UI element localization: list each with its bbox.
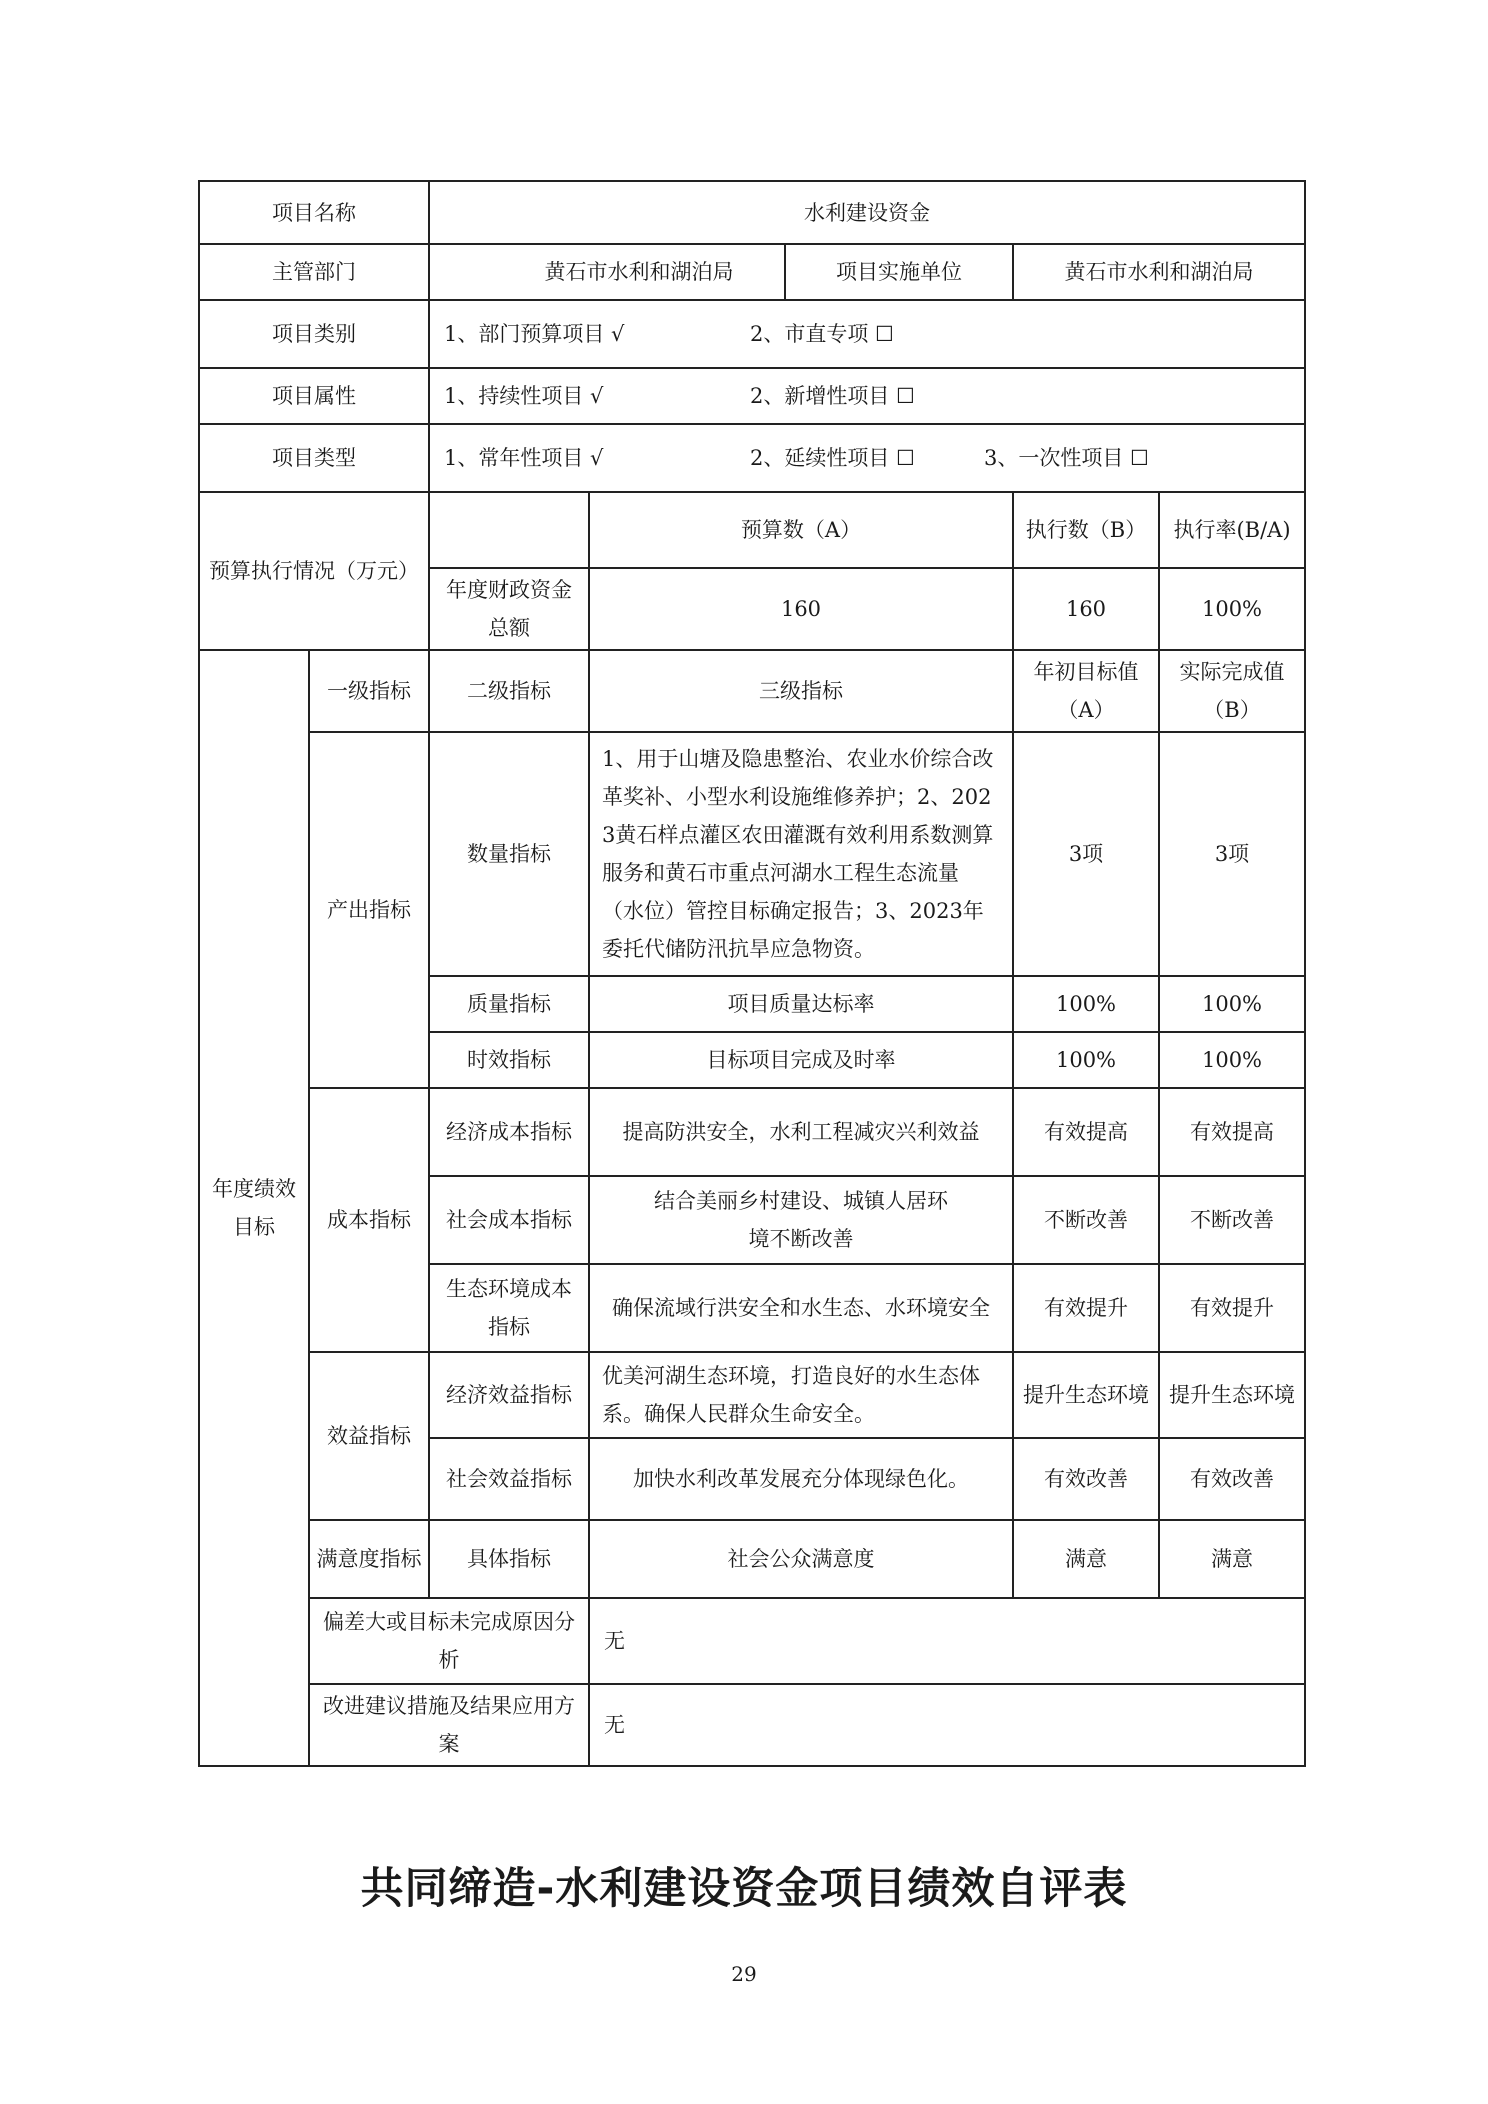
econ-cost-actual: 有效提高 <box>1159 1088 1305 1176</box>
department-value: 黄石市水利和湖泊局 项目实施单位 <box>429 244 1013 300</box>
satisfaction-actual: 满意 <box>1159 1520 1305 1598</box>
project-name-label: 项目名称 <box>199 181 429 244</box>
quantity-actual: 3项 <box>1159 732 1305 976</box>
econ-benefit-target: 提升生态环境 <box>1013 1352 1159 1438</box>
satisfaction-indicator-label: 满意度指标 <box>309 1520 429 1598</box>
timeliness-target: 100% <box>1013 1032 1159 1088</box>
quantity-target: 3项 <box>1013 732 1159 976</box>
econ-cost-target: 有效提高 <box>1013 1088 1159 1176</box>
social-cost-label: 社会成本指标 <box>429 1176 589 1264</box>
deviation-analysis-value: 无 <box>589 1598 1305 1684</box>
social-benefit-label: 社会效益指标 <box>429 1438 589 1520</box>
project-type-options <box>429 424 1305 492</box>
budget-a-value: 160 <box>589 568 1013 650</box>
econ-benefit-label: 经济效益指标 <box>429 1352 589 1438</box>
implementing-unit-label: 项目实施单位 <box>784 245 1012 299</box>
eco-cost-target: 有效提升 <box>1013 1264 1159 1352</box>
output-indicator-label: 产出指标 <box>309 732 429 1088</box>
attribute-option-1: 1、持续性项目 √ <box>444 384 604 408</box>
level3-header: 三级指标 <box>589 650 1013 732</box>
actual-value-header: 实际完成值（B） <box>1159 650 1305 732</box>
econ-benefit-actual: 提升生态环境 <box>1159 1352 1305 1438</box>
eco-cost-label: 生态环境成本指标 <box>429 1264 589 1352</box>
implementing-unit-value: 黄石市水利和湖泊局 <box>1013 244 1305 300</box>
satisfaction-desc: 社会公众满意度 <box>589 1520 1013 1598</box>
satisfaction-target: 满意 <box>1013 1520 1159 1598</box>
deviation-analysis-label: 偏差大或目标未完成原因分析 <box>309 1598 589 1684</box>
attribute-option-2: 2、新增性项目 ☐ <box>750 384 915 408</box>
quality-actual: 100% <box>1159 976 1305 1032</box>
category-option-2: 2、市直专项 ☐ <box>750 322 894 346</box>
budget-execution-label: 预算执行情况（万元） <box>199 492 429 650</box>
department-label: 主管部门 <box>199 244 429 300</box>
quality-indicator-desc: 项目质量达标率 <box>589 976 1013 1032</box>
budget-col-rate-header: 执行率(B/A) <box>1159 492 1305 568</box>
annual-fund-total-label: 年度财政资金总额 <box>429 568 589 650</box>
cost-indicator-label: 成本指标 <box>309 1088 429 1352</box>
quantity-indicator-desc: 1、用于山塘及隐患整治、农业水价综合改革奖补、小型水利设施维修养护；2、2023黄石样点灌区农田灌溉有效利用系数测算服务和黄石市重点河湖水工程生态流量（水位）管控目标确定报告；3、2023年委托代储防汛抗旱应急物资。 <box>589 732 1013 976</box>
quality-indicator-label: 质量指标 <box>429 976 589 1032</box>
project-category-label: 项目类别 <box>199 300 429 368</box>
page-number: 29 <box>731 1962 757 1986</box>
timeliness-indicator-desc: 目标项目完成及时率 <box>589 1032 1013 1088</box>
social-benefit-target: 有效改善 <box>1013 1438 1159 1520</box>
social-cost-target: 不断改善 <box>1013 1176 1159 1264</box>
econ-cost-desc: 提高防洪安全，水利工程减灾兴利效益 <box>589 1088 1013 1176</box>
category-option-1: 1、部门预算项目 √ <box>444 322 625 346</box>
timeliness-indicator-label: 时效指标 <box>429 1032 589 1088</box>
econ-cost-label: 经济成本指标 <box>429 1088 589 1176</box>
social-cost-actual: 不断改善 <box>1159 1176 1305 1264</box>
satisfaction-specific-label: 具体指标 <box>429 1520 589 1598</box>
budget-col-a-header: 预算数（A） <box>589 492 1013 568</box>
social-benefit-desc: 加快水利改革发展充分体现绿色化。 <box>589 1438 1013 1520</box>
budget-col-b-header: 执行数（B） <box>1013 492 1159 568</box>
econ-benefit-desc: 优美河湖生态环境，打造良好的水生态体系。确保人民群众生命安全。 <box>589 1352 1013 1438</box>
eco-cost-actual: 有效提升 <box>1159 1264 1305 1352</box>
quality-target: 100% <box>1013 976 1159 1032</box>
type-option-3: 3、一次性项目 ☐ <box>984 446 1149 470</box>
benefit-indicator-label: 效益指标 <box>309 1352 429 1520</box>
eco-cost-desc: 确保流域行洪安全和水生态、水环境安全 <box>589 1264 1013 1352</box>
annual-target-label: 年度绩效目标 <box>199 650 309 1766</box>
project-name-value: 水利建设资金 <box>429 181 1305 244</box>
improvement-plan-label: 改进建议措施及结果应用方案 <box>309 1684 589 1766</box>
project-attribute-label: 项目属性 <box>199 368 429 424</box>
target-value-header: 年初目标值（A） <box>1013 650 1159 732</box>
level2-header: 二级指标 <box>429 650 589 732</box>
type-option-2: 2、延续性项目 ☐ <box>750 446 915 470</box>
timeliness-actual: 100% <box>1159 1032 1305 1088</box>
document-title: 共同缔造-水利建设资金项目绩效自评表 <box>360 1864 1128 1914</box>
project-category-options <box>429 300 1305 368</box>
social-benefit-actual: 有效改善 <box>1159 1438 1305 1520</box>
type-option-1: 1、常年性项目 √ <box>444 446 604 470</box>
budget-rate-value: 100% <box>1159 568 1305 650</box>
budget-b-value: 160 <box>1013 568 1159 650</box>
improvement-plan-value: 无 <box>589 1684 1305 1766</box>
project-attribute-options <box>429 368 1305 424</box>
performance-evaluation-table <box>198 180 1306 1767</box>
budget-header-blank <box>429 492 589 568</box>
project-type-label: 项目类型 <box>199 424 429 492</box>
level1-header: 一级指标 <box>309 650 429 732</box>
social-cost-desc: 结合美丽乡村建设、城镇人居环境不断改善 <box>589 1176 1013 1264</box>
quantity-indicator-label: 数量指标 <box>429 732 589 976</box>
